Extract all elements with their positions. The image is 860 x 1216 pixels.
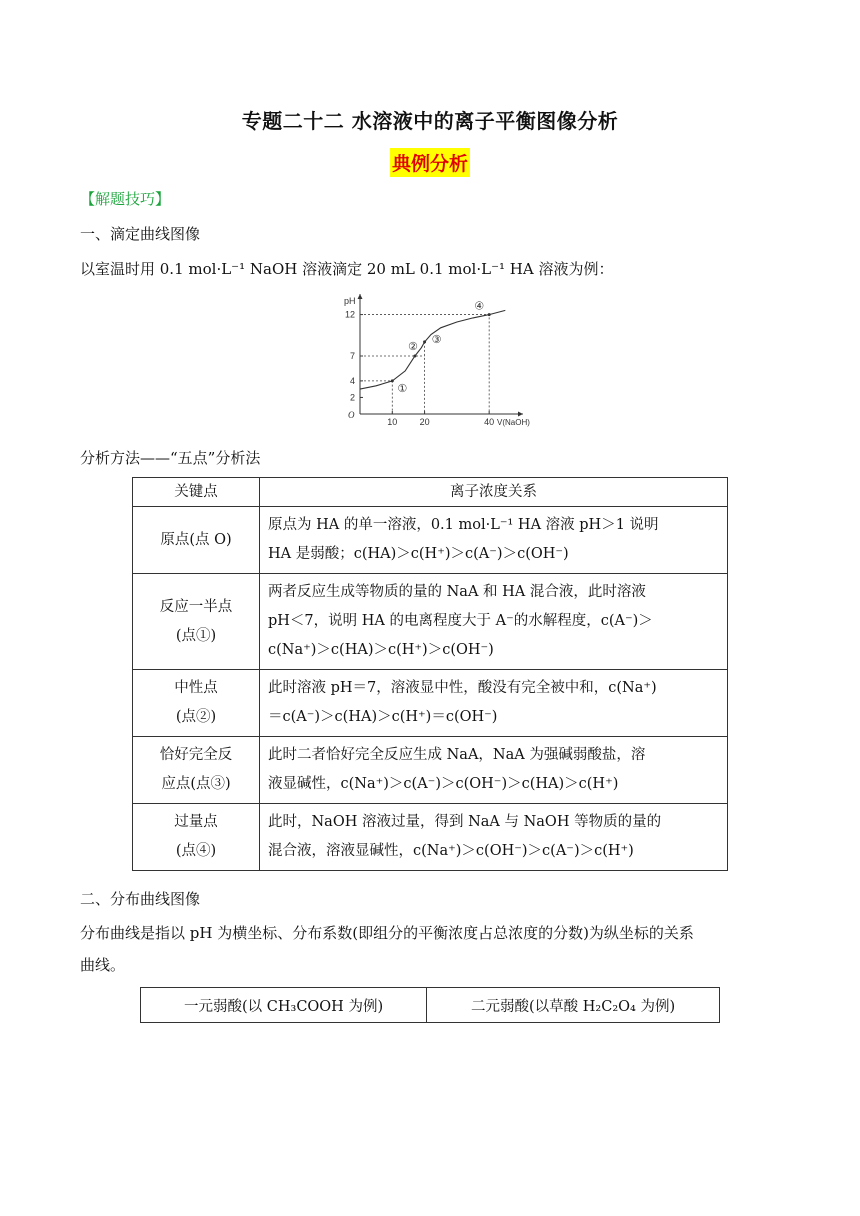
x-tick-label: 40 <box>484 417 495 427</box>
row-key-line2: (点①) <box>175 627 217 644</box>
row-key <box>133 737 260 804</box>
table-row <box>133 804 728 871</box>
row-value-line2: 混合液，溶液显碱性，c(Na⁺)＞c(OH⁻)＞c(A⁻)＞c(H⁺) <box>268 843 634 859</box>
table-row <box>133 670 728 737</box>
col-monoprotic: 一元弱酸(以 CH₃COOH 为例) <box>141 988 427 1023</box>
x-axis-arrow <box>518 412 523 417</box>
method-text: 分析方法——“五点”分析法 <box>80 449 261 467</box>
table-row <box>133 507 728 574</box>
row-key-line1: 原点(点 O) <box>160 531 232 548</box>
origin-label: O <box>348 410 355 420</box>
row-key-line1: 恰好完全反 <box>159 747 233 763</box>
row-key <box>133 507 260 574</box>
y-axis-arrow <box>358 294 363 299</box>
x-tick-label: 20 <box>419 417 430 427</box>
titration-curve <box>360 310 505 389</box>
row-key-line2: (点②) <box>175 709 217 725</box>
titration-curve-chart <box>330 290 530 434</box>
row-key <box>133 670 260 737</box>
header-value: 离子浓度关系 <box>260 478 728 507</box>
row-value-line2: HA 是弱酸；c(HA)＞c(H⁺)＞c(A⁻)＞c(OH⁻) <box>268 546 569 562</box>
row-value-line3: c(Na⁺)＞c(HA)＞c(H⁺)＞c(OH⁻) <box>268 642 494 658</box>
row-value <box>260 507 728 574</box>
point-label: ② <box>407 340 418 353</box>
heading-distribution: 二、分布曲线图像 <box>80 890 201 908</box>
row-value <box>260 804 728 871</box>
row-value-line1: 此时二者恰好完全反应生成 NaA，NaA 为强碱弱酸盐，溶 <box>268 747 646 763</box>
data-point <box>423 340 426 343</box>
heading-titration: 一、滴定曲线图像 <box>80 225 201 243</box>
row-key-line1: 过量点 <box>174 814 218 830</box>
intro-text: 以室温时用 0.1 mol·L⁻¹ NaOH 溶液滴定 20 mL 0.1 mol·L⁻¹ HA 溶液为例： <box>80 260 614 278</box>
row-value-line1: 两者反应生成等物质的量的 NaA 和 HA 混合液，此时溶液 <box>268 584 646 600</box>
row-key-line1: 反应一半点 <box>159 598 233 615</box>
row-value-line1: 此时，NaOH 溶液过量，得到 NaA 与 NaOH 等物质的量的 <box>268 814 662 830</box>
row-key-line2: (点④) <box>175 843 217 859</box>
page-title: 专题二十二 水溶液中的离子平衡图像分析 <box>241 109 619 133</box>
x-axis-label: V(NaOH) <box>497 418 530 427</box>
row-value <box>260 737 728 804</box>
row-value-line1: 原点为 HA 的单一溶液，0.1 mol·L⁻¹ HA 溶液 pH＞1 说明 <box>268 517 659 533</box>
y-tick-label: 2 <box>349 392 355 403</box>
row-value-line1: 此时溶液 pH＝7，溶液显中性，酸没有完全被中和，c(Na⁺) <box>268 680 657 696</box>
point-label: ① <box>397 381 408 395</box>
distribution-table <box>140 987 720 1023</box>
table-row <box>141 988 720 1023</box>
y-axis-label: pH <box>344 296 356 306</box>
y-tick-label: 7 <box>349 351 355 361</box>
y-tick-label: 4 <box>349 375 355 386</box>
page-subtitle: 典例分析 <box>390 148 470 177</box>
point-label: ④ <box>474 299 485 313</box>
row-value <box>260 574 728 670</box>
col-diprotic: 二元弱酸(以草酸 H₂C₂O₄ 为例) <box>427 988 720 1023</box>
row-value-line2: pH＜7，说明 HA 的电离程度大于 A⁻的水解程度，c(A⁻)＞ <box>268 613 653 629</box>
row-value <box>260 670 728 737</box>
row-value-line2: ＝c(A⁻)＞c(HA)＞c(H⁺)＝c(OH⁻) <box>268 709 498 725</box>
row-value-line2: 液显碱性，c(Na⁺)＞c(A⁻)＞c(OH⁻)＞c(HA)＞c(H⁺) <box>268 776 619 792</box>
row-key <box>133 574 260 670</box>
data-point <box>413 355 416 358</box>
data-point <box>488 313 491 316</box>
row-key <box>133 804 260 871</box>
distribution-text-line2: 曲线。 <box>80 956 126 974</box>
table-row <box>133 574 728 670</box>
five-points-table <box>132 477 728 871</box>
section-tag: 【解题技巧】 <box>80 190 171 208</box>
row-key-line2: 应点(点③) <box>161 776 231 792</box>
table-row <box>133 737 728 804</box>
y-tick-label: 12 <box>344 309 355 320</box>
subtitle-wrap <box>0 148 860 177</box>
row-key-line1: 中性点 <box>174 680 218 696</box>
x-tick-label: 10 <box>387 417 398 427</box>
point-label: ③ <box>431 332 442 346</box>
data-point <box>391 379 394 382</box>
distribution-text-line1: 分布曲线是指以 pH 为横坐标、分布系数(即组分的平衡浓度占总浓度的分数)为纵坐标的关系 <box>80 924 694 942</box>
table-header-row <box>133 478 728 507</box>
header-key: 关键点 <box>133 478 260 507</box>
